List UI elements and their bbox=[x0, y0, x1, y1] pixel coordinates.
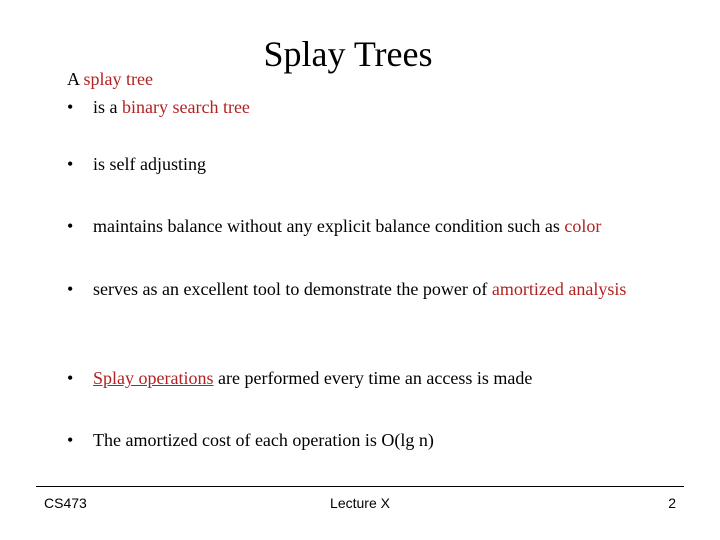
bullet-text bbox=[93, 365, 663, 391]
bullet-dot: • bbox=[67, 430, 74, 450]
intro-prefix: A bbox=[67, 69, 84, 89]
bullet-text-plain: are performed every time an access is made bbox=[213, 368, 533, 388]
bullet-maintains-balance bbox=[67, 213, 663, 239]
bullet-amortized-cost bbox=[67, 427, 663, 453]
bullet-dot: • bbox=[67, 368, 74, 388]
footer-page-number: 2 bbox=[668, 495, 676, 511]
bullet-text bbox=[93, 94, 663, 120]
bullet-text: is self adjusting bbox=[93, 154, 206, 174]
bullet-text-plain: is a bbox=[93, 97, 122, 117]
bullet-text: The amortized cost of each operation is O(lg n) bbox=[93, 430, 434, 450]
footer-divider bbox=[36, 486, 684, 487]
bullet-text bbox=[93, 213, 663, 239]
intro-highlight: splay tree bbox=[83, 69, 153, 89]
bullet-text-plain: serves as an excellent tool to demonstrate the power of bbox=[93, 279, 492, 299]
bullet-self-adjusting bbox=[67, 151, 663, 177]
bullet-highlight: color bbox=[564, 216, 602, 236]
footer-course: CS473 bbox=[44, 495, 87, 511]
bullet-amortized-analysis bbox=[67, 276, 663, 302]
bullet-text-plain: maintains balance without any explicit balance condition such as bbox=[93, 216, 565, 236]
splay-operations-link[interactable]: Splay operations bbox=[93, 368, 214, 388]
footer-lecture: Lecture X bbox=[330, 495, 390, 511]
slide-title-text: Splay Trees bbox=[263, 34, 433, 74]
bullet-dot: • bbox=[67, 154, 74, 174]
bullet-text bbox=[93, 276, 663, 302]
bullet-dot: • bbox=[67, 279, 74, 299]
intro-line bbox=[67, 68, 153, 90]
bullet-dot: • bbox=[67, 216, 74, 236]
bullet-splay-operations bbox=[67, 365, 663, 391]
bullet-highlight: amortized analysis bbox=[491, 279, 627, 299]
bullet-highlight: binary search tree bbox=[122, 97, 250, 117]
bullet-binary-search-tree bbox=[67, 94, 663, 120]
bullet-dot: • bbox=[67, 97, 74, 117]
